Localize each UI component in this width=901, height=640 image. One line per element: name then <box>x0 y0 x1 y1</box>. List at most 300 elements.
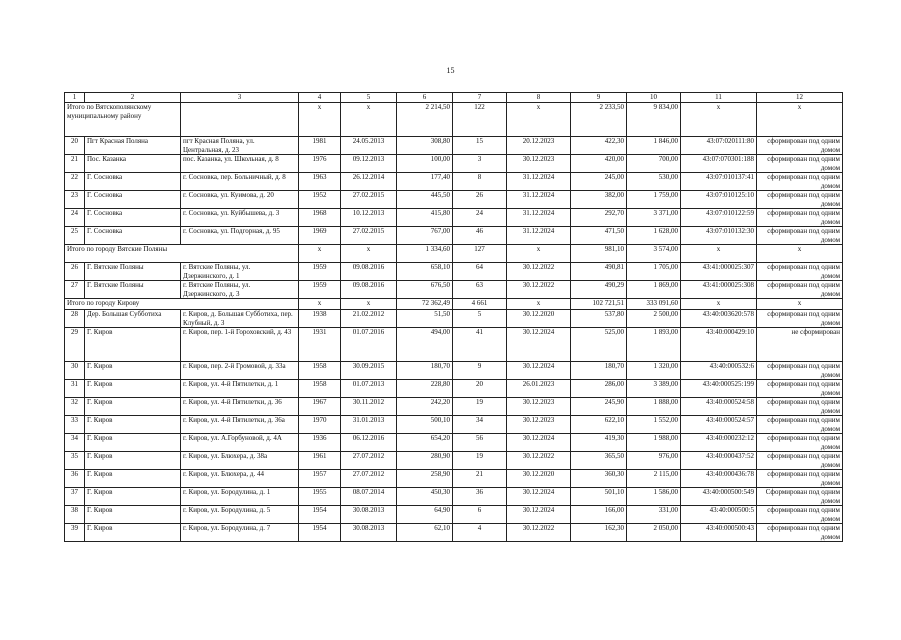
table-row <box>65 398 843 416</box>
row-number: 22 <box>65 173 85 191</box>
area-cell: 64,90 <box>397 506 453 524</box>
status-cell: сформирован под одним домом <box>757 137 843 155</box>
year-cell: 1957 <box>299 470 341 488</box>
cadastral-cell: 43:07:020111:80 <box>681 137 757 155</box>
residents-cell: 3 <box>453 155 507 173</box>
table-row <box>65 416 843 434</box>
table-row <box>65 209 843 227</box>
row-number: 26 <box>65 263 85 281</box>
table-row <box>65 155 843 173</box>
locality-cell: Дер. Большая Субботиха <box>85 310 181 328</box>
year-cell: 1958 <box>299 380 341 398</box>
residents-cell: 8 <box>453 173 507 191</box>
year-cell: 1954 <box>299 524 341 542</box>
column-number: 2 <box>85 93 181 103</box>
value-cell: 420,00 <box>571 155 627 173</box>
summary-cell: x <box>757 103 843 137</box>
area-cell: 415,80 <box>397 209 453 227</box>
deadline-cell: 30.12.2024 <box>507 506 571 524</box>
summary-label: Итого по Вятскополянскому муниципальному району <box>65 103 181 137</box>
address-cell: г. Киров, пер. 1-й Гороховский, д. 43 <box>181 328 299 362</box>
year-cell: 1967 <box>299 398 341 416</box>
summary-cell: 102 721,51 <box>571 299 627 310</box>
date-cell: 31.01.2013 <box>341 416 397 434</box>
area-cell: 658,10 <box>397 263 453 281</box>
locality-cell: Пгт Красная Поляна <box>85 137 181 155</box>
summary-row <box>65 103 843 137</box>
address-cell: г. Киров, пер. 2-й Громовой, д. 33а <box>181 362 299 380</box>
address-cell: г. Вятские Поляны, ул. Дзержинского, д. 3 <box>181 281 299 299</box>
cadastral-cell: 43:40:000232:12 <box>681 434 757 452</box>
value-cell: 1 846,00 <box>627 137 681 155</box>
residents-cell: 24 <box>453 209 507 227</box>
deadline-cell: 30.12.2024 <box>507 434 571 452</box>
year-cell: 1931 <box>299 328 341 362</box>
year-cell: 1981 <box>299 137 341 155</box>
summary-cell: x <box>757 245 843 263</box>
residents-cell: 4 <box>453 524 507 542</box>
status-cell: сформирован под одним домом <box>757 398 843 416</box>
address-cell: г. Вятские Поляны, ул. Дзержинского, д. 1 <box>181 263 299 281</box>
status-cell: сформирован под одним домом <box>757 209 843 227</box>
area-cell: 242,20 <box>397 398 453 416</box>
cadastral-cell: 43:40:000524:57 <box>681 416 757 434</box>
status-cell: сформирован под одним домом <box>757 310 843 328</box>
summary-row <box>65 245 843 263</box>
row-number: 27 <box>65 281 85 299</box>
date-cell: 30.08.2013 <box>341 506 397 524</box>
row-number: 28 <box>65 310 85 328</box>
date-cell: 30.08.2013 <box>341 524 397 542</box>
cadastral-cell: 43:07:010137:41 <box>681 173 757 191</box>
date-cell: 06.12.2016 <box>341 434 397 452</box>
address-cell: г. Киров, ул. А.Горбуновой, д. 4А <box>181 434 299 452</box>
value-cell: 180,70 <box>571 362 627 380</box>
value-cell: 245,00 <box>571 173 627 191</box>
cadastral-cell: 43:07:070301:188 <box>681 155 757 173</box>
row-number: 23 <box>65 191 85 209</box>
summary-cell: x <box>341 103 397 137</box>
table-row <box>65 434 843 452</box>
cadastral-cell: 43:41:000025:307 <box>681 263 757 281</box>
address-cell: г. Киров, ул. 4-й Пятилетки, д. 1 <box>181 380 299 398</box>
residents-cell: 21 <box>453 470 507 488</box>
locality-cell: Г. Киров <box>85 524 181 542</box>
value-cell: 2 500,00 <box>627 310 681 328</box>
residents-cell: 34 <box>453 416 507 434</box>
table-row <box>65 506 843 524</box>
cadastral-cell: 43:40:000500:5 <box>681 506 757 524</box>
summary-cell: x <box>681 103 757 137</box>
column-number: 12 <box>757 93 843 103</box>
summary-label: Итого по городу Вятские Поляны <box>65 245 299 263</box>
table-row <box>65 452 843 470</box>
residents-cell: 19 <box>453 398 507 416</box>
locality-cell: Г. Вятские Поляны <box>85 263 181 281</box>
summary-cell: x <box>299 245 341 263</box>
address-cell: г. Киров, ул. Бородулина, д. 1 <box>181 488 299 506</box>
value-cell: 1 320,00 <box>627 362 681 380</box>
column-number: 6 <box>397 93 453 103</box>
year-cell: 1963 <box>299 173 341 191</box>
value-cell: 471,50 <box>571 227 627 245</box>
row-number: 24 <box>65 209 85 227</box>
deadline-cell: 31.12.2024 <box>507 173 571 191</box>
table-row <box>65 524 843 542</box>
address-cell: г. Киров, д. Большая Субботиха, пер. Клубный, д. 3 <box>181 310 299 328</box>
value-cell: 3 389,00 <box>627 380 681 398</box>
cadastral-cell: 43:07:010132:30 <box>681 227 757 245</box>
value-cell: 2 050,00 <box>627 524 681 542</box>
cadastral-cell: 43:40:000500:549 <box>681 488 757 506</box>
status-cell: сформирован под одним домом <box>757 470 843 488</box>
value-cell: 166,00 <box>571 506 627 524</box>
cadastral-cell: 43:07:010122:59 <box>681 209 757 227</box>
summary-cell: 122 <box>453 103 507 137</box>
deadline-cell: 30.12.2022 <box>507 524 571 542</box>
table-row <box>65 310 843 328</box>
summary-empty <box>181 103 299 137</box>
deadline-cell: 30.12.2022 <box>507 452 571 470</box>
date-cell: 27.07.2012 <box>341 470 397 488</box>
value-cell: 700,00 <box>627 155 681 173</box>
year-cell: 1958 <box>299 362 341 380</box>
value-cell: 1 705,00 <box>627 263 681 281</box>
status-cell: Сформирован под одним домом <box>757 488 843 506</box>
summary-label: Итого по городу Кирову <box>65 299 299 310</box>
area-cell: 494,00 <box>397 328 453 362</box>
column-number: 4 <box>299 93 341 103</box>
summary-cell: x <box>507 299 571 310</box>
summary-cell: x <box>299 299 341 310</box>
locality-cell: Г. Киров <box>85 416 181 434</box>
residents-cell: 41 <box>453 328 507 362</box>
year-cell: 1954 <box>299 506 341 524</box>
locality-cell: Г. Киров <box>85 488 181 506</box>
cadastral-cell: 43:40:000524:58 <box>681 398 757 416</box>
area-cell: 767,00 <box>397 227 453 245</box>
value-cell: 622,10 <box>571 416 627 434</box>
area-cell: 450,30 <box>397 488 453 506</box>
date-cell: 08.07.2014 <box>341 488 397 506</box>
status-cell: сформирован под одним домом <box>757 155 843 173</box>
area-cell: 100,00 <box>397 155 453 173</box>
value-cell: 382,00 <box>571 191 627 209</box>
value-cell: 530,00 <box>627 173 681 191</box>
address-cell: г. Сосновка, ул. Подгорная, д. 95 <box>181 227 299 245</box>
deadline-cell: 30.12.2023 <box>507 398 571 416</box>
summary-cell: x <box>341 245 397 263</box>
deadline-cell: 31.12.2024 <box>507 209 571 227</box>
cadastral-cell: 43:40:000500:43 <box>681 524 757 542</box>
row-number: 33 <box>65 416 85 434</box>
cadastral-cell: 43:40:000532:6 <box>681 362 757 380</box>
address-cell: г. Сосновка, пер. Больничный, д. 8 <box>181 173 299 191</box>
column-number: 5 <box>341 93 397 103</box>
value-cell: 537,80 <box>571 310 627 328</box>
value-cell: 1 628,00 <box>627 227 681 245</box>
cadastral-cell: 43:40:000429:10 <box>681 328 757 362</box>
year-cell: 1970 <box>299 416 341 434</box>
summary-cell: x <box>681 299 757 310</box>
value-cell: 1 869,00 <box>627 281 681 299</box>
column-number: 10 <box>627 93 681 103</box>
value-cell: 365,50 <box>571 452 627 470</box>
summary-cell: x <box>507 103 571 137</box>
column-number: 11 <box>681 93 757 103</box>
column-number: 8 <box>507 93 571 103</box>
date-cell: 21.02.2012 <box>341 310 397 328</box>
area-cell: 177,40 <box>397 173 453 191</box>
column-number: 3 <box>181 93 299 103</box>
address-cell: г. Киров, ул. Блюхера, д. 44 <box>181 470 299 488</box>
locality-cell: Г. Сосновка <box>85 209 181 227</box>
status-cell: сформирован под одним домом <box>757 191 843 209</box>
date-cell: 27.02.2015 <box>341 227 397 245</box>
value-cell: 3 371,00 <box>627 209 681 227</box>
value-cell: 490,29 <box>571 281 627 299</box>
date-cell: 09.08.2016 <box>341 281 397 299</box>
status-cell: сформирован под одним домом <box>757 380 843 398</box>
summary-cell: 72 362,49 <box>397 299 453 310</box>
value-cell: 331,00 <box>627 506 681 524</box>
locality-cell: Г. Киров <box>85 470 181 488</box>
date-cell: 01.07.2013 <box>341 380 397 398</box>
date-cell: 27.07.2012 <box>341 452 397 470</box>
residents-cell: 20 <box>453 380 507 398</box>
summary-cell: x <box>341 299 397 310</box>
status-cell: сформирован под одним домом <box>757 263 843 281</box>
address-cell: г. Киров, ул. Блюхера, д. 38а <box>181 452 299 470</box>
locality-cell: Г. Киров <box>85 398 181 416</box>
summary-row <box>65 299 843 310</box>
value-cell: 360,30 <box>571 470 627 488</box>
date-cell: 27.02.2015 <box>341 191 397 209</box>
row-number: 34 <box>65 434 85 452</box>
cadastral-cell: 43:41:000025:308 <box>681 281 757 299</box>
value-cell: 419,30 <box>571 434 627 452</box>
year-cell: 1955 <box>299 488 341 506</box>
deadline-cell: 31.12.2024 <box>507 227 571 245</box>
address-cell: г. Киров, ул. Бородулина, д. 7 <box>181 524 299 542</box>
value-cell: 292,70 <box>571 209 627 227</box>
deadline-cell: 30.12.2022 <box>507 263 571 281</box>
status-cell: сформирован под одним домом <box>757 452 843 470</box>
row-number: 20 <box>65 137 85 155</box>
area-cell: 51,50 <box>397 310 453 328</box>
status-cell: сформирован под одним домом <box>757 416 843 434</box>
summary-cell: 4 661 <box>453 299 507 310</box>
housing-registry-table <box>64 92 843 542</box>
summary-cell: 333 091,60 <box>627 299 681 310</box>
deadline-cell: 30.12.2022 <box>507 281 571 299</box>
value-cell: 2 115,00 <box>627 470 681 488</box>
value-cell: 1 759,00 <box>627 191 681 209</box>
summary-cell: 127 <box>453 245 507 263</box>
date-cell: 09.12.2013 <box>341 155 397 173</box>
table-row <box>65 328 843 362</box>
date-cell: 01.07.2016 <box>341 328 397 362</box>
column-number: 1 <box>65 93 85 103</box>
residents-cell: 64 <box>453 263 507 281</box>
area-cell: 258,90 <box>397 470 453 488</box>
column-number-row <box>65 93 843 103</box>
row-number: 37 <box>65 488 85 506</box>
deadline-cell: 30.12.2024 <box>507 488 571 506</box>
table-row <box>65 281 843 299</box>
date-cell: 30.11.2012 <box>341 398 397 416</box>
locality-cell: Пос. Казанка <box>85 155 181 173</box>
address-cell: г. Киров, ул. 4-й Пятилетки, д. 36 <box>181 398 299 416</box>
status-cell: не сформирован <box>757 328 843 362</box>
locality-cell: Г. Киров <box>85 328 181 362</box>
address-cell: г. Киров, ул. 4-й Пятилетки, д. 36а <box>181 416 299 434</box>
cadastral-cell: 43:40:000437:52 <box>681 452 757 470</box>
row-number: 38 <box>65 506 85 524</box>
status-cell: сформирован под одним домом <box>757 362 843 380</box>
year-cell: 1969 <box>299 227 341 245</box>
locality-cell: Г. Киров <box>85 506 181 524</box>
address-cell: пгт Красная Поляна, ул. Центральная, д. 23 <box>181 137 299 155</box>
status-cell: сформирован под одним домом <box>757 173 843 191</box>
table-row <box>65 380 843 398</box>
table-row <box>65 173 843 191</box>
value-cell: 422,30 <box>571 137 627 155</box>
value-cell: 490,81 <box>571 263 627 281</box>
deadline-cell: 30.12.2024 <box>507 362 571 380</box>
deadline-cell: 31.12.2024 <box>507 191 571 209</box>
value-cell: 525,00 <box>571 328 627 362</box>
area-cell: 445,50 <box>397 191 453 209</box>
column-number: 7 <box>453 93 507 103</box>
cadastral-cell: 43:40:000436:78 <box>681 470 757 488</box>
status-cell: сформирован под одним домом <box>757 281 843 299</box>
residents-cell: 9 <box>453 362 507 380</box>
address-cell: г. Сосновка, ул. Куйбышева, д. 3 <box>181 209 299 227</box>
cadastral-cell: 43:07:010125:10 <box>681 191 757 209</box>
value-cell: 501,10 <box>571 488 627 506</box>
value-cell: 245,90 <box>571 398 627 416</box>
summary-cell: 2 214,50 <box>397 103 453 137</box>
column-number: 9 <box>571 93 627 103</box>
date-cell: 10.12.2013 <box>341 209 397 227</box>
locality-cell: Г. Киров <box>85 434 181 452</box>
residents-cell: 19 <box>453 452 507 470</box>
year-cell: 1938 <box>299 310 341 328</box>
year-cell: 1936 <box>299 434 341 452</box>
value-cell: 1 586,00 <box>627 488 681 506</box>
deadline-cell: 30.12.2023 <box>507 416 571 434</box>
value-cell: 1 888,00 <box>627 398 681 416</box>
summary-cell: 1 334,60 <box>397 245 453 263</box>
area-cell: 654,20 <box>397 434 453 452</box>
status-cell: сформирован под одним домом <box>757 524 843 542</box>
table-body <box>65 93 843 542</box>
locality-cell: Г. Киров <box>85 452 181 470</box>
status-cell: сформирован под одним домом <box>757 227 843 245</box>
row-number: 32 <box>65 398 85 416</box>
summary-cell: x <box>757 299 843 310</box>
residents-cell: 15 <box>453 137 507 155</box>
area-cell: 228,80 <box>397 380 453 398</box>
deadline-cell: 30.12.2023 <box>507 155 571 173</box>
locality-cell: Г. Сосновка <box>85 227 181 245</box>
value-cell: 1 893,00 <box>627 328 681 362</box>
year-cell: 1959 <box>299 263 341 281</box>
address-cell: пос. Казанка, ул. Школьная, д. 8 <box>181 155 299 173</box>
deadline-cell: 30.12.2020 <box>507 310 571 328</box>
area-cell: 280,90 <box>397 452 453 470</box>
address-cell: г. Киров, ул. Бородулина, д. 5 <box>181 506 299 524</box>
residents-cell: 6 <box>453 506 507 524</box>
row-number: 35 <box>65 452 85 470</box>
deadline-cell: 20.12.2023 <box>507 137 571 155</box>
residents-cell: 36 <box>453 488 507 506</box>
table-row <box>65 470 843 488</box>
row-number: 29 <box>65 328 85 362</box>
residents-cell: 56 <box>453 434 507 452</box>
summary-cell: x <box>299 103 341 137</box>
value-cell: 1 988,00 <box>627 434 681 452</box>
row-number: 21 <box>65 155 85 173</box>
deadline-cell: 30.12.2020 <box>507 470 571 488</box>
deadline-cell: 26.01.2023 <box>507 380 571 398</box>
row-number: 39 <box>65 524 85 542</box>
table-row <box>65 137 843 155</box>
row-number: 25 <box>65 227 85 245</box>
year-cell: 1959 <box>299 281 341 299</box>
area-cell: 500,10 <box>397 416 453 434</box>
date-cell: 30.09.2015 <box>341 362 397 380</box>
summary-cell: x <box>681 245 757 263</box>
value-cell: 162,30 <box>571 524 627 542</box>
row-number: 36 <box>65 470 85 488</box>
area-cell: 676,50 <box>397 281 453 299</box>
page-number: 15 <box>446 66 455 75</box>
year-cell: 1952 <box>299 191 341 209</box>
summary-cell: 981,10 <box>571 245 627 263</box>
area-cell: 308,80 <box>397 137 453 155</box>
table-row <box>65 227 843 245</box>
date-cell: 24.05.2013 <box>341 137 397 155</box>
year-cell: 1976 <box>299 155 341 173</box>
table-row <box>65 263 843 281</box>
address-cell: г. Сосновка, ул. Куимова, д. 20 <box>181 191 299 209</box>
date-cell: 09.08.2016 <box>341 263 397 281</box>
date-cell: 26.12.2014 <box>341 173 397 191</box>
year-cell: 1968 <box>299 209 341 227</box>
row-number: 31 <box>65 380 85 398</box>
status-cell: сформирован под одним домом <box>757 434 843 452</box>
table-row <box>65 488 843 506</box>
locality-cell: Г. Киров <box>85 380 181 398</box>
summary-cell: x <box>507 245 571 263</box>
locality-cell: Г. Сосновка <box>85 173 181 191</box>
deadline-cell: 30.12.2024 <box>507 328 571 362</box>
year-cell: 1961 <box>299 452 341 470</box>
table-row <box>65 362 843 380</box>
value-cell: 976,00 <box>627 452 681 470</box>
residents-cell: 5 <box>453 310 507 328</box>
table-row <box>65 191 843 209</box>
residents-cell: 63 <box>453 281 507 299</box>
cadastral-cell: 43:40:003620:578 <box>681 310 757 328</box>
residents-cell: 46 <box>453 227 507 245</box>
value-cell: 286,00 <box>571 380 627 398</box>
area-cell: 62,10 <box>397 524 453 542</box>
residents-cell: 26 <box>453 191 507 209</box>
locality-cell: Г. Сосновка <box>85 191 181 209</box>
